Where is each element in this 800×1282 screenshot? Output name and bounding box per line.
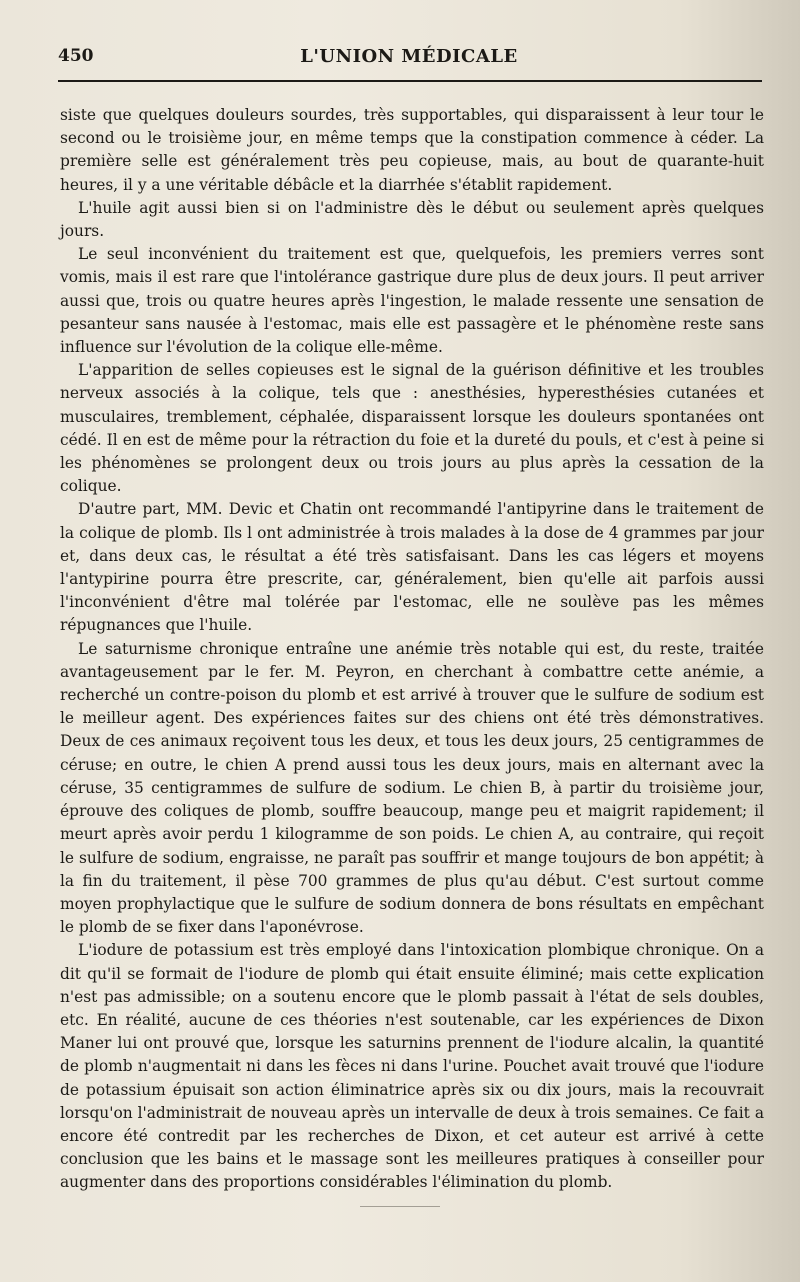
header-rule (58, 80, 762, 82)
body-text (60, 104, 764, 1195)
paragraph: L'iodure de potassium est très employé dans l'intoxication plombique chronique. On a dit qu'il se formait de l'iodure de plomb qui était ensuite éliminé; mais cette explication n'est pas admissible; on a soutenu encore que le plomb passait à l'état de sels doubles, etc. En réalité, aucune de ces théories n'est soutenable, car les expériences de Dixon Maner lui ont prouvé que, lorsque les saturnins prennent de l'iodure alcalin, la quantité de plomb n'augmentait ni dans les fèces ni dans l'urine. Pouchet avait trouvé que l'iodure de potassium épuisait son action éliminatrice après six ou dix jours, mais la recouvrait lorsqu'on l'administrait de nouveau après un intervalle de deux à trois semaines. Ce fait a encore été contredit par les recherches de Dixon, et cet auteur est arrivé à cette conclusion que les bains et le massage sont les meilleures pratiques à conseiller pour augmenter dans des proportions considérables l'élimination du plomb. (60, 941, 764, 1192)
running-title: L'UNION MÉDICALE (300, 46, 518, 67)
paragraph: Le saturnisme chronique entraîne une anémie très notable qui est, du reste, traitée avantageusement par le fer. M. Peyron, en cherchant à combattre cette anémie, a recherché un contre-poison du plomb et est arrivé à trouver que le sulfure de sodium est le meilleur agent. Des expériences faites sur des chiens ont été très démonstratives. Deux de ces animaux reçoivent tous les deux, et tous les deux jours, 25 centigrammes de céruse; en outre, le chien A prend aussi tous les deux jours, mais en alternant avec la céruse, 35 centigrammes de sulfure de sodium. Le chien B, à partir du troisième jour, éprouve des coliques de plomb, souffre beaucoup, mange peu et maigrit rapidement; il meurt après avoir perdu 1 kilogramme de son poids. Le chien A, au contraire, qui reçoit le sulfure de sodium, engraisse, ne paraît pas souffrir et mange toujours de bon appétit; à la fin du traitement, il pèse 700 grammes de plus qu'au début. C'est surtout comme moyen prophylactique que le sulfure de sodium donnera de bons résultats en empêchant le plomb de se fixer dans l'aponévrose. (60, 639, 764, 937)
paragraph: siste que quelques douleurs sourdes, très supportables, qui disparaissent à leur tour le second ou le troisième jour, en même temps que la constipation commence à céder. La première selle est généralement très peu copieuse, mais, au bout de quarante-huit heures, il y a une véritable débâcle et la diarrhée s'établit rapidement. (60, 106, 764, 194)
paragraph: Le seul inconvénient du traitement est que, quelquefois, les premiers verres sont vomis, mais il est rare que l'intolérance gastrique dure plus de deux jours. Il peut arriver aussi que, trois ou quatre heures après l'ingestion, le malade ressente une sensation de pesanteur sans nausée à l'estomac, mais elle est passagère et le phénomène reste sans influence sur l'évolution de la colique elle-même. (60, 245, 764, 357)
page-header (58, 46, 760, 76)
paragraph: L'huile agit aussi bien si on l'administre dès le début ou seulement après quelques jours. (60, 198, 764, 241)
paragraph: L'apparition de selles copieuses est le signal de la guérison définitive et les troubles nerveux associés à la colique, tels que : anesthésies, hyperesthésies cutanées et musculaires, tremblement, céphalée, disparaissent lorsque les douleurs spontanées ont cédé. Il en est de même pour la rétraction du foie et la dureté du pouls, et c'est à peine si les phénomènes se prolongent deux ou trois jours au plus après la cessation de la colique. (60, 361, 764, 496)
paragraph: D'autre part, MM. Devic et Chatin ont recommandé l'antipyrine dans le traitement de la colique de plomb. Ils l ont administrée à trois malades à la dose de 4 grammes par jour et, dans deux cas, le résultat a été très satisfaisant. Dans les cas légers et moyens l'antypirine pourra être prescrite, car, généralement, bien qu'elle ait parfois aussi l'inconvénient d'être mal tolérée par l'estomac, elle ne soulève pas les mêmes répugnances que l'huile. (60, 500, 764, 635)
footnote-rule (360, 1206, 440, 1207)
page-number: 450 (58, 46, 94, 66)
